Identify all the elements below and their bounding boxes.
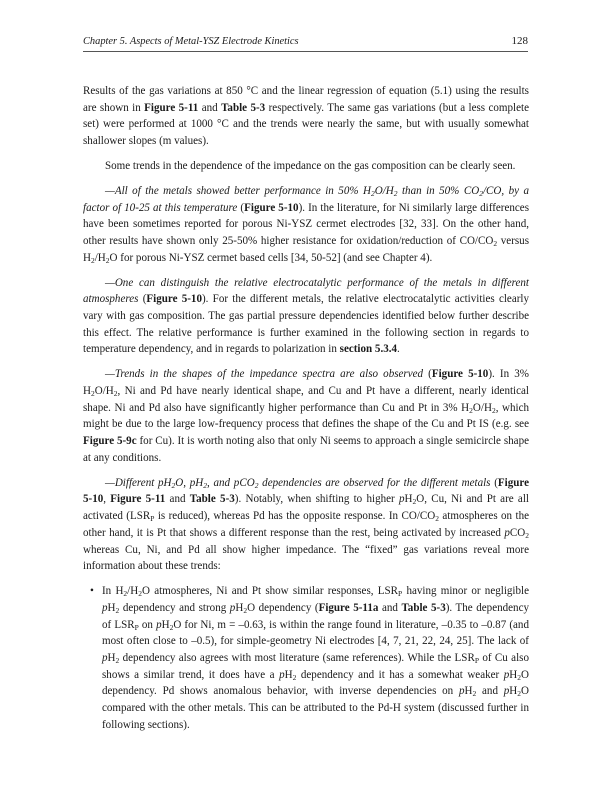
subscript: 2 — [123, 589, 128, 599]
paragraph-impedance-shapes — [83, 366, 529, 466]
text: . — [397, 343, 400, 356]
text: H — [509, 685, 518, 698]
bullet-item-h2-h2o — [90, 583, 529, 733]
text: ( — [237, 201, 245, 214]
subscript: 2 — [469, 405, 473, 415]
paragraph-gas-variations — [83, 83, 529, 150]
subscript: 2 — [472, 689, 477, 699]
subscript: 2 — [115, 655, 120, 665]
text: O for porous Ni-YSZ cermet based cells [34, 50-52] (and see Chapter 4). — [109, 251, 433, 264]
text: O, Cu, Ni and Pt are all activated (LSR — [83, 493, 529, 523]
figure-ref: Figure 5-10 — [244, 201, 299, 214]
subscript: 2 — [115, 605, 120, 615]
text: O dependency ( — [247, 601, 319, 614]
text: whereas Cu, Ni, and Pd all show higher impedance. The “fixed” gas variations reveal more information about these trends: — [83, 543, 529, 573]
text: Results of the gas variations at 850 °C and the linear regression of equation (5.1) using the results are shown in — [83, 85, 529, 114]
subscript: 2 — [90, 255, 95, 265]
text: and — [476, 685, 504, 698]
text: ). Notably, when shifting to higher — [234, 493, 399, 506]
italic-lead: —Trends in the shapes of the impedance spectra are also observed — [105, 368, 424, 381]
text: /CO, by a factor of 10-25 at this temperature — [83, 184, 530, 214]
subscript: 2 — [254, 480, 259, 490]
figure-ref: Figure 5-11a — [318, 601, 379, 614]
text: H — [404, 493, 413, 506]
italic-p: p — [229, 601, 236, 614]
text: , which might be due to the large low-frequency process that defines the shape of the Cu and Pt IS (e.g. see — [83, 401, 529, 431]
subscript: 2 — [105, 255, 110, 265]
text: dependency also agrees with most literature (same references). While the LSR — [119, 651, 475, 664]
figure-ref: Figure 5-11 — [144, 101, 199, 114]
text: atmospheres on the other hand, it is Pt that shows a different response than the rest, being activated by increased — [83, 510, 529, 539]
table-ref: Table 5-3 — [221, 101, 266, 114]
text: ). In the literature, for Ni similarly large differences have been sometimes reported for porous Ni-YSZ cermet electrodes [32, 33]. On the other hand, other results have shown only 25-50% higher resistance for oxidation/reduction of CO/CO — [83, 201, 529, 247]
subscript: 2 — [169, 622, 174, 632]
italic-lead: —One can distinguish the relative electrocatalytic performance of the metals in different atmospheres — [83, 276, 529, 306]
text: having minor or negligible — [402, 585, 529, 598]
section-ref: section 5.3.4 — [339, 343, 398, 356]
text: on — [138, 618, 157, 631]
subscript: P — [398, 589, 403, 599]
text: O atmospheres, Ni and Pt show similar responses, LSR — [141, 585, 399, 598]
text: , Ni and Pd have nearly identical shape, and Cu and Pt have a different, nearly identical shape. Ni and Pd also have significantly higher performance than Cu and Pt in 3% H — [83, 385, 529, 414]
text: versus H — [83, 235, 529, 264]
italic-p: p — [102, 651, 108, 664]
figure-ref: Figure 5-10 — [146, 293, 202, 306]
text: O dependency. Pd shows anomalous behavior, with inverse dependencies on — [102, 668, 530, 698]
text: In H — [102, 585, 124, 598]
text: O/H — [94, 385, 114, 397]
table-ref: Table 5-3 — [401, 601, 446, 614]
text: ( — [490, 476, 498, 489]
text: O for Ni, m = –0.63, is within the range found in literature, –0.35 to –0.87 (and most often close to –0.5), for simple-geometry Ni electrodes [4, 7, 21, 22, 24, 25]. The lack of — [102, 618, 529, 648]
text: respectively. The same gas variations (but a less complete set) were performed at 1000 °C and the trends were nearly the same, but with usually somewhat shallower slopes (m values). — [83, 101, 529, 148]
text: /H — [94, 251, 106, 264]
page-number: 128 — [511, 35, 528, 47]
paragraph-metal-performance — [83, 183, 529, 267]
italic-lead — [105, 477, 490, 489]
text: and — [165, 493, 190, 506]
subscript: 2 — [113, 389, 118, 398]
bullet-list — [83, 583, 529, 733]
text: /H — [127, 585, 139, 598]
subscript: 2 — [243, 605, 248, 615]
italic-p: p — [503, 668, 510, 681]
subscript: P — [150, 514, 155, 524]
subscript: 2 — [203, 480, 208, 490]
text: than in 50% CO — [397, 184, 480, 197]
text: H — [284, 668, 293, 681]
subscript: 2 — [370, 188, 375, 198]
text: O/H — [472, 401, 492, 414]
text: ). For the different metals, the relative electrocatalytic activities clearly vary with gas composition. The gas partial pressure dependencies identified below further describe this effect. The relative performance is further examined in the following section in regards to temperature dependency, and in regards to polarization in — [83, 293, 529, 356]
chapter-title: Chapter 5. Aspects of Metal-YSZ Electrode Kinetics — [83, 36, 299, 47]
figure-ref: Figure 5-9c — [83, 435, 137, 448]
subscript: 2 — [493, 239, 498, 248]
subscript: 2 — [412, 497, 417, 507]
subscript: 2 — [393, 188, 398, 198]
text: , and pCO — [207, 476, 255, 489]
text: H — [464, 685, 473, 698]
text: O/H — [374, 184, 394, 197]
figure-ref: Figure 5-11 — [110, 493, 166, 506]
text: H — [107, 601, 116, 614]
text: H — [509, 668, 518, 681]
text: —All of the metals showed better performance in 50% H — [105, 184, 371, 197]
subscript: 2 — [171, 480, 176, 490]
text: O compared with the other metals. This can be attributed to the Pd-H system (discussed further in following sections). — [102, 685, 529, 731]
subscript: P — [474, 655, 479, 665]
text: ( — [138, 293, 147, 306]
subscript: 2 — [525, 530, 529, 540]
subscript: 2 — [517, 689, 522, 699]
text: —Different pH — [105, 476, 172, 489]
text: dependency and strong — [119, 601, 230, 614]
text: H — [161, 618, 170, 631]
bullet-dot: • — [90, 585, 94, 598]
figure-ref: Figure 5-10 — [83, 476, 529, 506]
subscript: 2 — [90, 389, 95, 398]
subscript: 2 — [491, 405, 496, 415]
figure-ref: Figure 5-10 — [431, 368, 489, 381]
subscript: 2 — [435, 514, 439, 524]
text: for Cu). It is worth noting also that only Ni seems to approach a single semicircle shape at any conditions. — [83, 435, 529, 464]
subscript: 2 — [292, 672, 297, 682]
text: dependency and it has a somewhat weaker — [296, 668, 504, 681]
italic-p: p — [156, 618, 162, 631]
italic-p: p — [102, 601, 108, 614]
subscript: 2 — [138, 589, 142, 599]
table-ref: Table 5-3 — [189, 493, 235, 506]
text: of Cu also shows a similar trend, it does have a — [102, 651, 529, 681]
text: and — [378, 601, 402, 614]
text: ). In 3% H — [83, 368, 529, 397]
text: O, pH — [175, 476, 204, 489]
italic-p: p — [279, 668, 285, 681]
subscript: P — [134, 622, 139, 632]
text: and — [198, 101, 222, 114]
subscript: 2 — [479, 188, 483, 198]
italic-p: p — [458, 685, 465, 698]
paragraph-electrocatalytic — [83, 275, 529, 359]
italic-p: p — [504, 526, 510, 539]
italic-p: p — [503, 685, 510, 698]
subscript: 2 — [517, 672, 522, 682]
text: is reduced), whereas Pd has the opposite response. In CO/CO — [154, 510, 436, 523]
paragraph-dependencies — [83, 475, 529, 575]
text: ). The dependency of LSR — [102, 601, 530, 631]
paragraph-trends-intro: Some trends in the dependence of the impedance on the gas composition can be clearly seen. — [105, 160, 516, 172]
text: dependencies are observed for the different metals — [258, 476, 491, 489]
text: CO — [509, 526, 526, 539]
text: H — [107, 651, 116, 664]
body-text — [83, 83, 529, 733]
text: ( — [423, 368, 432, 381]
running-header — [83, 35, 528, 52]
italic-p: p — [398, 493, 405, 506]
text: , — [103, 493, 111, 506]
text: H — [235, 601, 244, 614]
